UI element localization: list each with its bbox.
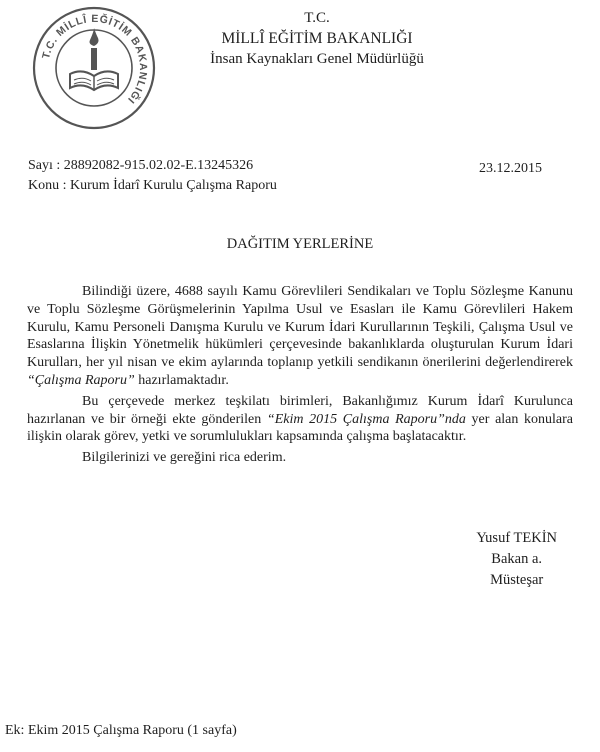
paragraph-1	[27, 283, 573, 390]
sayi-label: Sayı	[28, 158, 53, 173]
paragraph-3: Bilgilerinizi ve gereğini rica ederim.	[82, 450, 287, 466]
signer-title-2: Müsteşar	[490, 572, 544, 588]
paragraph-2-italic: “Ekim 2015 Çalışma Raporu”nda	[266, 411, 466, 427]
paragraph-1-text: Bilindiği üzere, 4688 sayılı Kamu Görevlileri Sendikaları ve Toplu Sözleşme Kanunu ve Toplu Sözleşme Görüşmelerinin Yapılma Usul ve Esasları ile Kamu Görevlileri Hakem Kurulu, Kamu Personeli Danışma Kurulu ve Kurum İdari Kurullarının Teşkili, Çalışma Usul ve Esaslarına İlişkin Yönetmelik hükümleri çerçevesinde bakanlıklarda oluşturulan Kurum İdari Kurulları, her yıl nisan ve ekim aylarında toplanıp yetkili sendikanın önerilerini değerlendirerek	[27, 284, 573, 371]
sayi-value: : 28892082-915.02.02-E.13245326	[56, 158, 254, 173]
paragraph-2	[27, 393, 573, 446]
header-tc: T.C.	[304, 10, 330, 26]
header-ministry: MİLLÎ EĞİTİM BAKANLIĞI	[221, 30, 413, 47]
paragraph-2-end: yer alan konulara ilişkin olarak görev, yetki ve sorumlulukları kapsamında çalışma başlatacaktır.	[27, 411, 574, 445]
reference-number	[28, 157, 253, 174]
signer-name: Yusuf TEKİN	[476, 530, 557, 546]
subject-line	[28, 177, 277, 194]
distribution-heading: DAĞITIM YERLERİNE	[226, 236, 374, 252]
ministry-seal	[30, 4, 158, 132]
paragraph-1-italic: “Çalışma Raporu”	[27, 372, 135, 388]
signature-block	[476, 528, 557, 591]
paragraph-1-end: hazırlamaktadır.	[138, 372, 229, 388]
konu-value: : Kurum İdarî Kurulu Çalışma Raporu	[62, 178, 277, 193]
attachment-note: Ek: Ekim 2015 Çalışma Raporu (1 sayfa)	[5, 723, 237, 738]
torch-book-icon	[70, 28, 118, 90]
header-directorate: İnsan Kaynakları Genel Müdürlüğü	[210, 51, 424, 67]
letter-body	[27, 283, 573, 470]
signer-title-1: Bakan a.	[491, 551, 543, 567]
konu-label: Konu	[28, 178, 60, 193]
paragraph-2-start: Bu çerçevede merkez teşkilatı birimleri, Bakanlığımız Kurum İdarî Kurulunca hazırlanan ve bir örneği ekte gönderilen	[27, 393, 573, 427]
seal-ring-text: T.C. MİLLÎ EĞİTİM BAKANLIĞI	[39, 12, 150, 107]
document-date: 23.12.2015	[479, 161, 542, 176]
